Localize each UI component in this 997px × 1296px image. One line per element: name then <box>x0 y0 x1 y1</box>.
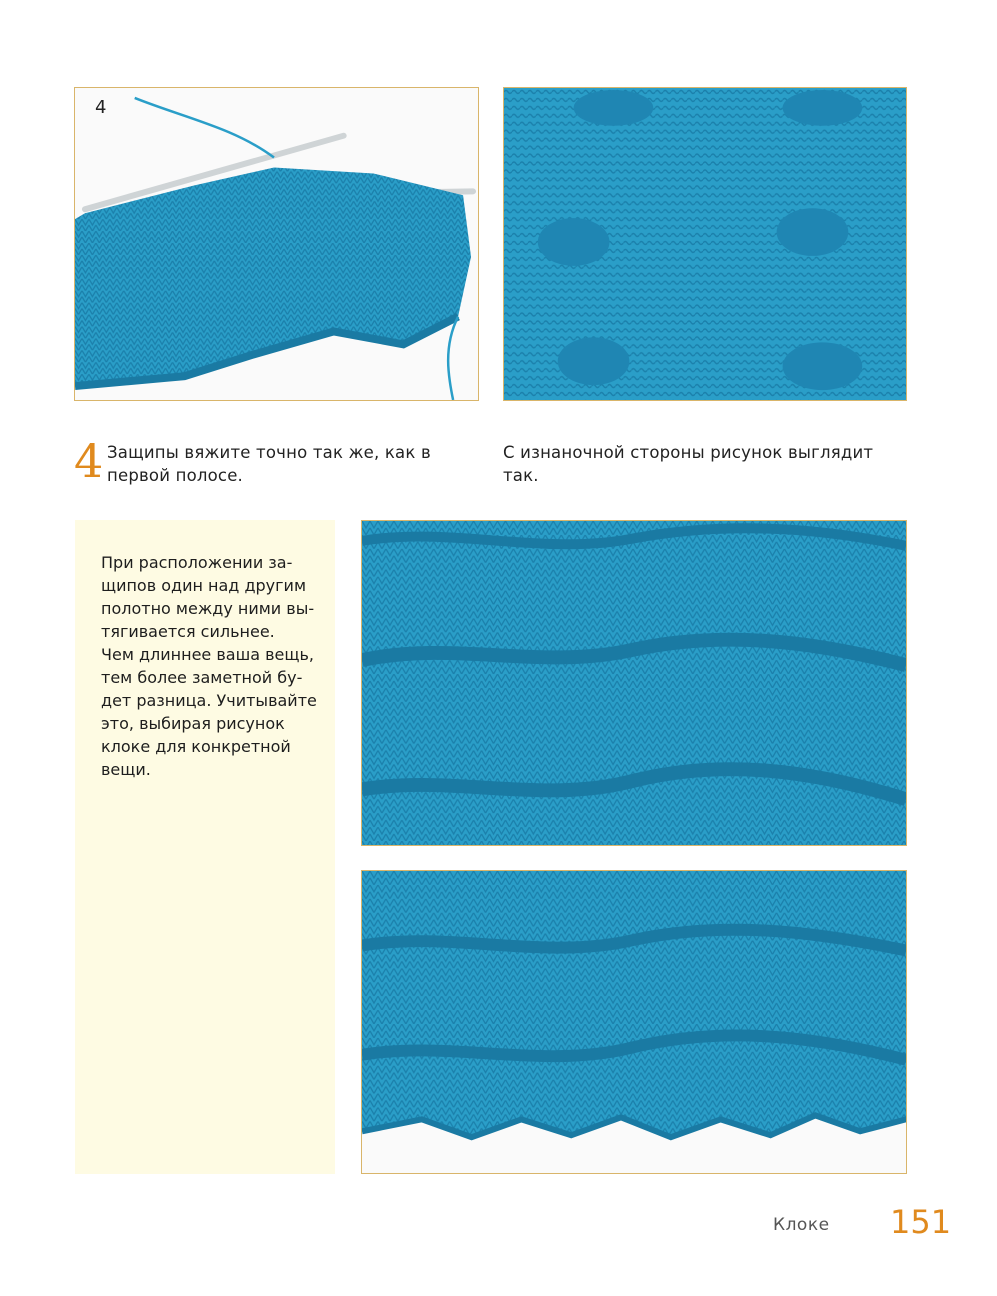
figure-label: 4 <box>95 97 107 118</box>
page-number: 151 <box>890 1203 952 1241</box>
bottom-tucks-illustration <box>362 871 906 1173</box>
stacked-tucks-illustration <box>362 521 906 845</box>
running-head: Клоке <box>773 1215 830 1235</box>
purl-side-caption: С изнаночной стороны рисунок выглядит так. <box>503 443 874 485</box>
note-box <box>75 520 335 1174</box>
photo-step-4 <box>74 87 479 401</box>
step-text: Защипы вяжите точно так же, как в первой полосе. <box>107 443 431 485</box>
step-number: 4 <box>74 434 104 488</box>
photo-tucks-bottom <box>361 870 907 1174</box>
photo-purl-side <box>503 87 907 401</box>
purl-texture-illustration <box>504 88 906 400</box>
knitting-needles-illustration <box>75 88 478 400</box>
photo-stacked-tucks <box>361 520 907 846</box>
note-text: При расположении за- щипов один над другим полотно между ними вы- тягивается сильнее. Чем длиннее ваша вещь, тем более заметной бу- дет разница. Учитывайте это, выбирая рисунок клоке для конкретной вещи. <box>101 553 317 779</box>
